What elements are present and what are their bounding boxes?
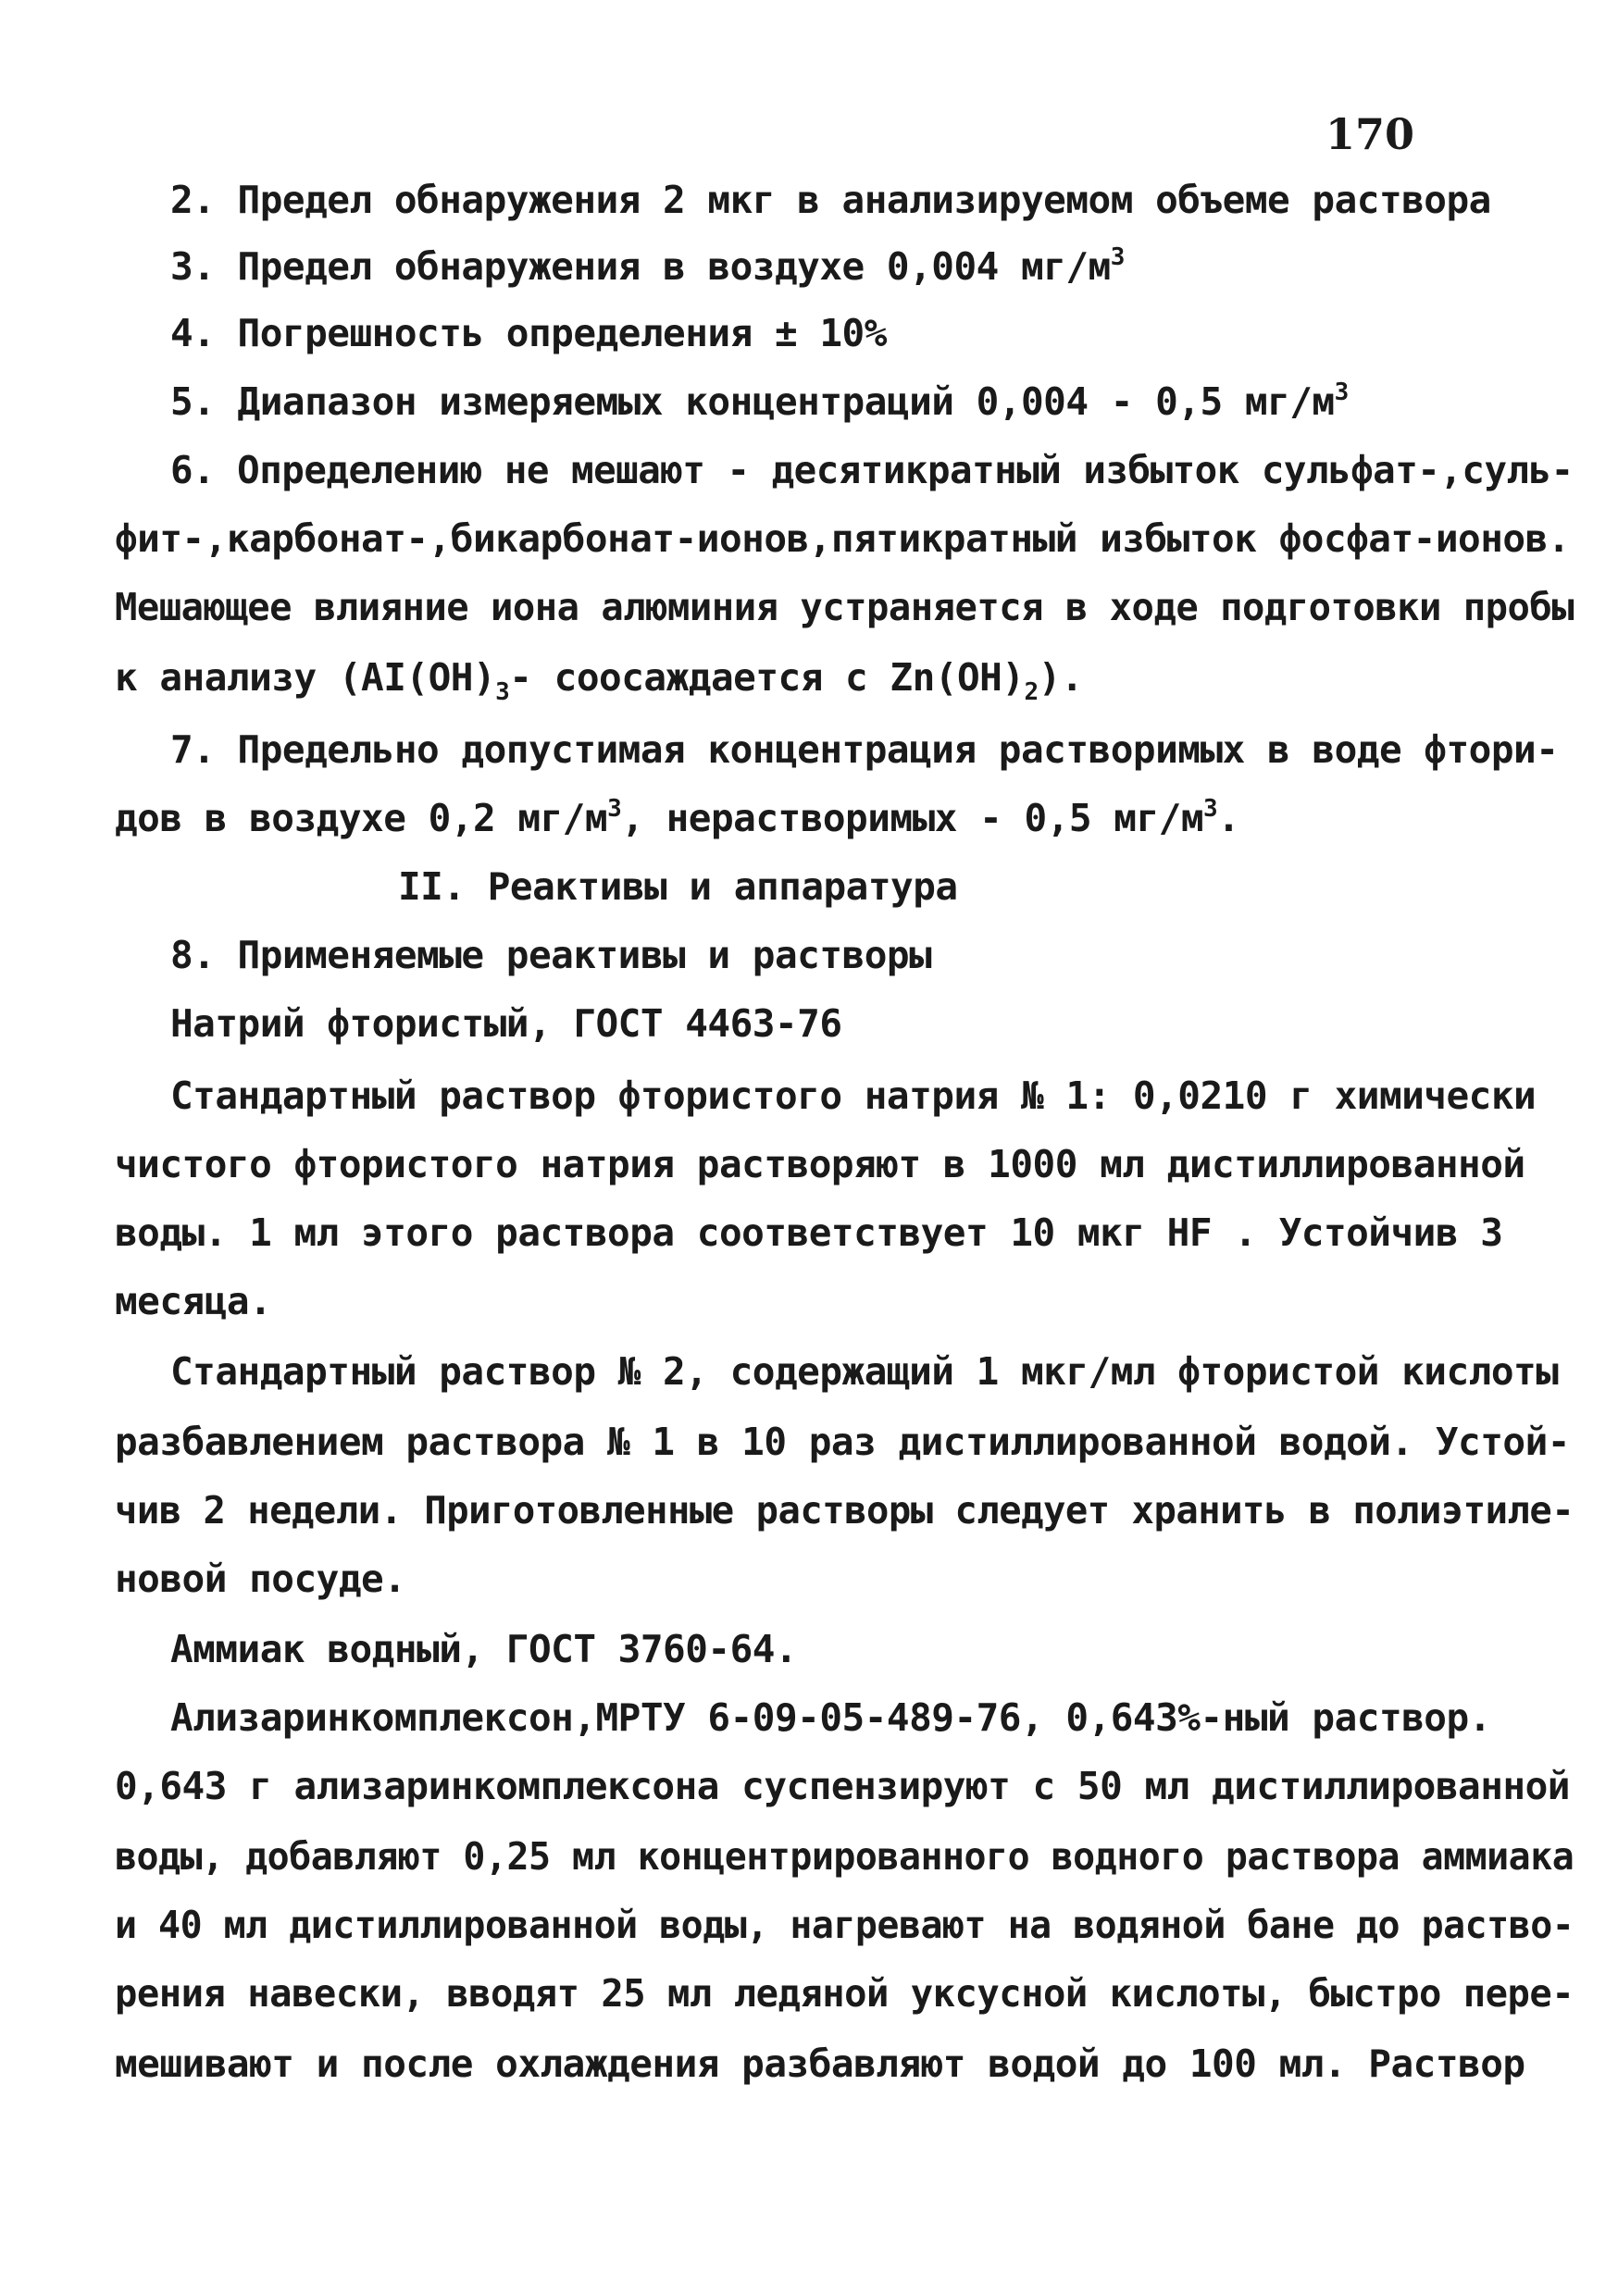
text-line-10-sup1: 3 [607, 795, 622, 823]
text-line-2 [170, 243, 1125, 289]
text-line-18: Стандартный раствор № 2, содержащий 1 мкг/мл фтористой кислоты [170, 1349, 1559, 1394]
text-line-22: Аммиак водный, ГОСТ 3760-64. [170, 1627, 798, 1671]
text-line-15: чистого фтористого натрия растворяют в 1000 мл дистиллированной [115, 1142, 1525, 1186]
text-line-1: 2. Предел обнаружения 2 мкг в анализируемом объеме раствора [170, 178, 1491, 222]
text-line-8 [115, 655, 1084, 706]
text-line-17: месяца. [115, 1279, 272, 1323]
text-line-10-b: , нерастворимых - 0,5 мг/м [621, 796, 1204, 840]
text-line-10-c: . [1217, 796, 1240, 840]
text-line-8-a: к анализу (AI(OH) [115, 655, 496, 700]
text-line-10 [115, 795, 1240, 840]
text-line-13: Натрий фтористый, ГОСТ 4463-76 [170, 1001, 842, 1046]
text-line-2-sup: 3 [1110, 243, 1125, 271]
text-line-8-sub1: 3 [495, 678, 510, 706]
text-line-28: мешивают и после охлаждения разбавляют водой до 100 мл. Раствор [115, 2042, 1525, 2086]
text-line-24: 0,643 г ализаринкомплексона суспензируют с 50 мл дистиллированной [115, 1764, 1570, 1808]
text-line-25: воды, добавляют 0,25 мл концентрированного водного раствора аммиака [115, 1834, 1574, 1879]
text-line-10-sup2: 3 [1203, 795, 1218, 823]
text-line-16: воды. 1 мл этого раствора соответствует 10 мкг HF . Устойчив 3 [115, 1210, 1503, 1255]
text-line-12: 8. Применяемые реактивы и растворы [170, 933, 932, 977]
text-line-8-c: ). [1038, 655, 1084, 700]
text-line-5: 6. Определению не мешают - десятикратный избыток сульфат-,суль- [170, 448, 1574, 492]
text-line-3: 4. Погрешность определения ± 10% [170, 311, 887, 355]
section-heading: II. Реактивы и аппаратура [398, 864, 958, 909]
text-line-9: 7. Предельно допустимая концентрация растворимых в воде фтори- [170, 727, 1559, 772]
text-line-10-a: дов в воздухе 0,2 мг/м [115, 796, 608, 840]
text-line-4-main: 5. Диапазон измеряемых концентраций 0,004 - 0,5 мг/м [170, 379, 1335, 424]
text-line-6: фит-,карбонат-,бикарбонат-ионов,пятикратный избыток фосфат-ионов. [115, 516, 1570, 561]
text-line-14: Стандартный раствор фтористого натрия № 1: 0,0210 г химически [170, 1074, 1537, 1118]
text-line-8-b: - соосаждается с Zn(OH) [509, 655, 1025, 700]
page-number: 170 [1326, 109, 1415, 159]
text-line-19: разбавлением раствора № 1 в 10 раз дистиллированной водой. Устой- [115, 1420, 1570, 1464]
text-line-4-sup: 3 [1334, 379, 1349, 406]
text-line-20: чив 2 недели. Приготовленные растворы следует хранить в полиэтиле- [115, 1488, 1574, 1533]
text-line-21: новой посуде. [115, 1557, 406, 1601]
text-line-7: Мешающее влияние иона алюминия устраняется в ходе подготовки пробы [115, 585, 1574, 629]
text-line-26: и 40 мл дистиллированной воды, нагревают на водяной бане до раство- [115, 1903, 1574, 1947]
text-line-2-main: 3. Предел обнаружения в воздухе 0,004 мг/м [170, 244, 1111, 289]
text-line-4 [170, 379, 1349, 424]
text-line-23: Ализаринкомплексон,МРТУ 6-09-05-489-76, 0,643%-ный раствор. [170, 1695, 1491, 1740]
text-line-27: рения навески, вводят 25 мл ледяной уксусной кислоты, быстро пере- [115, 1971, 1574, 2016]
text-line-8-sub2: 2 [1024, 678, 1039, 706]
